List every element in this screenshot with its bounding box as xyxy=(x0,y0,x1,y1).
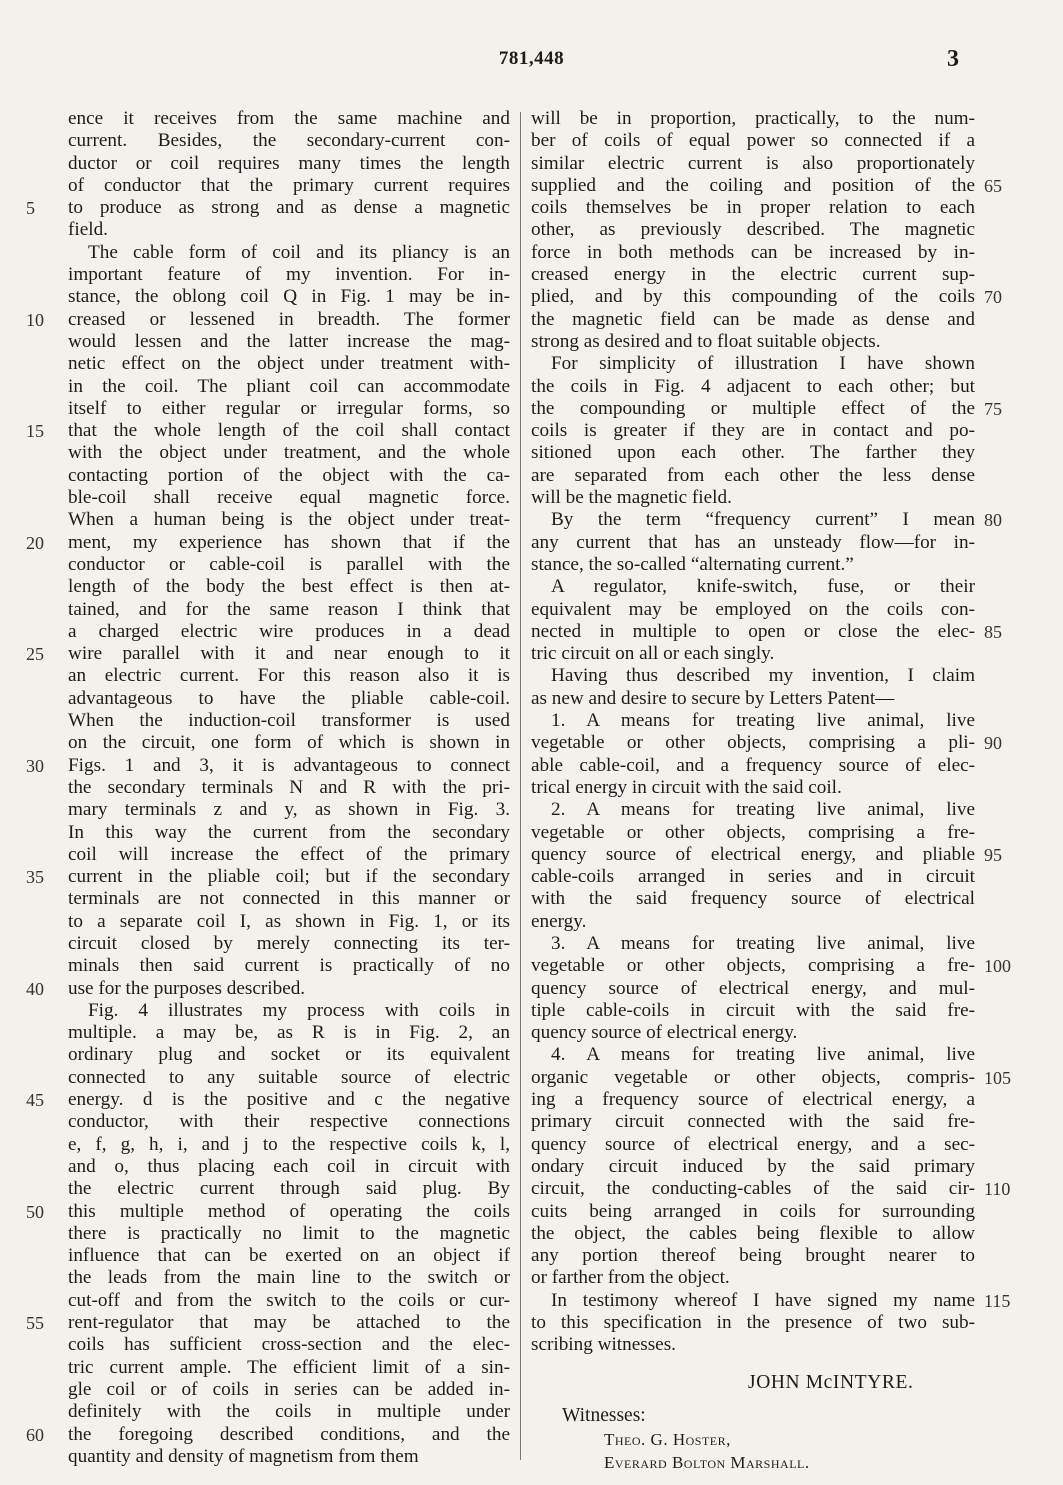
line-number: 10 xyxy=(26,309,44,330)
text-line: important feature of my invention. For in- xyxy=(68,264,510,286)
witness-name: Theo. G. Hoster, xyxy=(604,1430,731,1449)
text-line: a charged electric wire produces in a dead xyxy=(68,620,510,642)
text-line: 3. A means for treating live animal, live xyxy=(551,932,975,954)
patent-number: 781,448 xyxy=(498,48,565,69)
line-number: 80 xyxy=(984,510,1002,531)
line-number: 5 xyxy=(26,198,35,219)
text-line: there is practically no limit to the magnetic xyxy=(68,1222,510,1244)
text-line: an electric current. For this reason also it is xyxy=(68,665,510,687)
text-line: energy. d is the positive and c the negative xyxy=(68,1089,510,1111)
text-line: mary terminals z and y, as shown in Fig. 3. xyxy=(68,799,510,821)
text-line: to a separate coil I, as shown in Fig. 1, or its xyxy=(68,910,510,932)
text-line: cable-coils arranged in series and in circuit xyxy=(531,866,975,888)
witness-name: Everard Bolton Marshall. xyxy=(604,1453,810,1472)
text-line: any current that has an unsteady flow—for in- xyxy=(531,531,975,553)
text-line: the compounding or multiple effect of the xyxy=(531,397,975,419)
text-line: the electric current through said plug. By xyxy=(68,1178,510,1200)
text-line: stance, the oblong coil Q in Fig. 1 may be in- xyxy=(68,286,510,308)
line-number: 65 xyxy=(984,175,1002,196)
line-number: 35 xyxy=(26,867,44,888)
text-line: plied, and by this compounding of the coils xyxy=(531,286,975,308)
text-line: advantageous to have the pliable cable-coil. xyxy=(68,687,510,709)
text-line: A regulator, knife-switch, fuse, or their xyxy=(551,576,975,598)
text-line: ment, my experience has shown that if the xyxy=(68,531,510,553)
signature-name: JOHN McINTYRE. xyxy=(748,1372,914,1393)
line-number: 105 xyxy=(984,1067,1011,1088)
text-line: 2. A means for treating live animal, live xyxy=(551,799,975,821)
text-line: Fig. 4 illustrates my process with coils in xyxy=(88,999,510,1021)
text-line: force in both methods can be increased by in- xyxy=(531,241,975,263)
text-line: able cable-coil, and a frequency source of elec- xyxy=(531,754,975,776)
text-line: are separated from each other the less dense xyxy=(531,464,975,486)
text-line: the magnetic field can be made as dense and xyxy=(531,308,975,330)
text-line: energy. xyxy=(531,910,587,932)
text-line: and o, thus placing each coil in circuit with xyxy=(68,1155,510,1177)
text-line: circuit, the conducting-cables of the said cir- xyxy=(531,1178,975,1200)
text-line: netic effect on the object under treatment with- xyxy=(68,353,510,375)
text-line: quency source of electrical energy. xyxy=(531,1022,798,1044)
text-line: nected in multiple to open or close the elec- xyxy=(531,620,975,642)
line-number: 85 xyxy=(984,621,1002,642)
text-line: The cable form of coil and its pliancy is an xyxy=(88,241,510,263)
text-line: e, f, g, h, i, and j to the respective coils k, l, xyxy=(68,1133,510,1155)
text-line: of conductor that the primary current requires xyxy=(68,174,510,196)
page-number: 3 xyxy=(947,46,959,72)
text-line: would lessen and the latter increase the mag- xyxy=(68,330,510,352)
text-line: creased energy in the electric current sup- xyxy=(531,264,975,286)
text-line: ber of coils of equal power so connected if a xyxy=(531,130,975,152)
text-line: connected to any suitable source of electric xyxy=(68,1066,510,1088)
text-line: current. Besides, the secondary-current con- xyxy=(68,130,510,152)
text-line: gle coil or of coils in series can be added in- xyxy=(68,1378,510,1400)
line-number: 75 xyxy=(984,398,1002,419)
text-line: will be the magnetic field. xyxy=(531,487,732,509)
left-text-column xyxy=(68,108,510,1468)
text-line: vegetable or other objects, comprising a fre- xyxy=(531,821,975,843)
text-line: use for the purposes described. xyxy=(68,977,306,999)
text-line: current in the pliable coil; but if the secondary xyxy=(68,866,510,888)
text-line: coils themselves be in proper relation to each xyxy=(531,197,975,219)
text-line: stance, the so-called “alternating current.” xyxy=(531,553,854,575)
text-line: on the circuit, one form of which is shown in xyxy=(68,732,510,754)
text-line: circuit closed by merely connecting its ter- xyxy=(68,932,510,954)
text-line: ondary circuit induced by the said primary xyxy=(531,1155,975,1177)
text-line: rent-regulator that may be attached to the xyxy=(68,1312,510,1334)
text-line: equivalent may be employed on the coils con- xyxy=(531,598,975,620)
text-line: multiple. a may be, as R is in Fig. 2, an xyxy=(68,1022,510,1044)
text-line: ble-coil shall receive equal magnetic force. xyxy=(68,487,510,509)
line-number: 110 xyxy=(984,1179,1011,1200)
text-line: tained, and for the same reason I think that xyxy=(68,598,510,620)
text-line: similar electric current is also proportionately xyxy=(531,152,975,174)
text-line: tric current ample. The efficient limit of a sin- xyxy=(68,1356,510,1378)
text-line: For simplicity of illustration I have shown xyxy=(551,353,975,375)
line-number: 55 xyxy=(26,1313,44,1334)
text-line: In testimony whereof I have signed my name xyxy=(551,1289,975,1311)
witnesses-label: Witnesses: xyxy=(562,1405,646,1426)
text-line: 1. A means for treating live animal, live xyxy=(551,710,975,732)
line-number: 25 xyxy=(26,644,44,665)
text-line: minals then said current is practically of no xyxy=(68,955,510,977)
text-line: Having thus described my invention, I claim xyxy=(551,665,975,687)
line-number: 100 xyxy=(984,956,1011,977)
text-line: When a human being is the object under treat- xyxy=(68,509,510,531)
text-line: coils has sufficient cross-section and the elec- xyxy=(68,1334,510,1356)
text-line: By the term “frequency current” I mean xyxy=(551,509,975,531)
text-line: organic vegetable or other objects, compris- xyxy=(531,1066,975,1088)
text-line: creased or lessened in breadth. The former xyxy=(68,308,510,330)
text-line: quency source of electrical energy, and mul- xyxy=(531,977,975,999)
text-line: quency source of electrical energy, and pliable xyxy=(531,843,975,865)
line-number: 15 xyxy=(26,421,44,442)
line-number: 20 xyxy=(26,532,44,553)
column-divider xyxy=(520,112,521,1460)
text-line: cuits being arranged in coils for surrounding xyxy=(531,1200,975,1222)
text-line: ence it receives from the same machine and xyxy=(68,108,510,129)
text-line: will be in proportion, practically, to the num- xyxy=(531,108,975,129)
text-line: the leads from the main line to the switch or xyxy=(68,1267,510,1289)
text-line: or farther from the object. xyxy=(531,1267,730,1289)
text-line: wire parallel with it and near enough to it xyxy=(68,643,510,665)
text-line: this multiple method of operating the coils xyxy=(68,1200,510,1222)
text-line: In this way the current from the secondary xyxy=(68,821,510,843)
text-line: ing a frequency source of electrical energy, a xyxy=(531,1089,975,1111)
line-number: 90 xyxy=(984,733,1002,754)
line-number: 40 xyxy=(26,978,44,999)
text-line: ordinary plug and socket or its equivalent xyxy=(68,1044,510,1066)
text-line: quency source of electrical energy, and a sec- xyxy=(531,1133,975,1155)
line-number: 50 xyxy=(26,1201,44,1222)
text-line: the object, the cables being flexible to allow xyxy=(531,1222,975,1244)
text-line: with the said frequency source of electrical xyxy=(531,888,975,910)
text-line: primary circuit connected with the said fre- xyxy=(531,1111,975,1133)
text-line: influence that can be exerted on an object if xyxy=(68,1245,510,1267)
text-line: any portion thereof being brought nearer to xyxy=(531,1245,975,1267)
text-line: length of the body the best effect is then at- xyxy=(68,576,510,598)
text-line: 4. A means for treating live animal, live xyxy=(551,1044,975,1066)
text-line: strong as desired and to float suitable objects. xyxy=(531,330,881,352)
text-line: field. xyxy=(68,219,108,241)
text-line: Figs. 1 and 3, it is advantageous to connect xyxy=(68,754,510,776)
line-number: 60 xyxy=(26,1424,44,1445)
text-line: with the object under treatment, and the whole xyxy=(68,442,510,464)
line-number: 45 xyxy=(26,1090,44,1111)
text-line: in the coil. The pliant coil can accommodate xyxy=(68,375,510,397)
text-line: quantity and density of magnetism from them xyxy=(68,1445,419,1467)
text-line: sitioned upon each other. The farther they xyxy=(531,442,975,464)
text-line: to this specification in the presence of two sub- xyxy=(531,1312,975,1334)
text-line: itself to either regular or irregular forms, so xyxy=(68,397,510,419)
text-line: contacting portion of the object with the ca- xyxy=(68,464,510,486)
text-line: vegetable or other objects, comprising a fre- xyxy=(531,955,975,977)
text-line: tric circuit on all or each singly. xyxy=(531,643,775,665)
text-line: supplied and the coiling and position of the xyxy=(531,174,975,196)
text-line: coil will increase the effect of the primary xyxy=(68,843,510,865)
text-line: to produce as strong and as dense a magnetic xyxy=(68,197,510,219)
text-line: coils is greater if they are in contact and po- xyxy=(531,420,975,442)
text-line: conductor or cable-coil is parallel with the xyxy=(68,553,510,575)
text-line: tiple cable-coils in circuit with the said fre- xyxy=(531,999,975,1021)
text-line: the coils in Fig. 4 adjacent to each other; but xyxy=(531,375,975,397)
text-line: that the whole length of the coil shall contact xyxy=(68,420,510,442)
text-line: other, as previously described. The magnetic xyxy=(531,219,975,241)
text-line: terminals are not connected in this manner or xyxy=(68,888,510,910)
text-line: as new and desire to secure by Letters Patent— xyxy=(531,687,895,709)
line-number: 70 xyxy=(984,287,1002,308)
line-number: 115 xyxy=(984,1290,1011,1311)
text-line: When the induction-coil transformer is used xyxy=(68,710,510,732)
right-text-column xyxy=(531,108,975,1357)
text-line: conductor, with their respective connections xyxy=(68,1111,510,1133)
text-line: the secondary terminals N and R with the pri- xyxy=(68,776,510,798)
line-number: 30 xyxy=(26,755,44,776)
line-number: 95 xyxy=(984,844,1002,865)
text-line: the foregoing described conditions, and the xyxy=(68,1423,510,1445)
text-line: ductor or coil requires many times the length xyxy=(68,152,510,174)
text-line: vegetable or other objects, comprising a pli- xyxy=(531,732,975,754)
text-line: scribing witnesses. xyxy=(531,1334,676,1356)
text-line: cut-off and from the switch to the coils or cur- xyxy=(68,1289,510,1311)
text-line: definitely with the coils in multiple under xyxy=(68,1401,510,1423)
text-line: trical energy in circuit with the said coil. xyxy=(531,776,842,798)
